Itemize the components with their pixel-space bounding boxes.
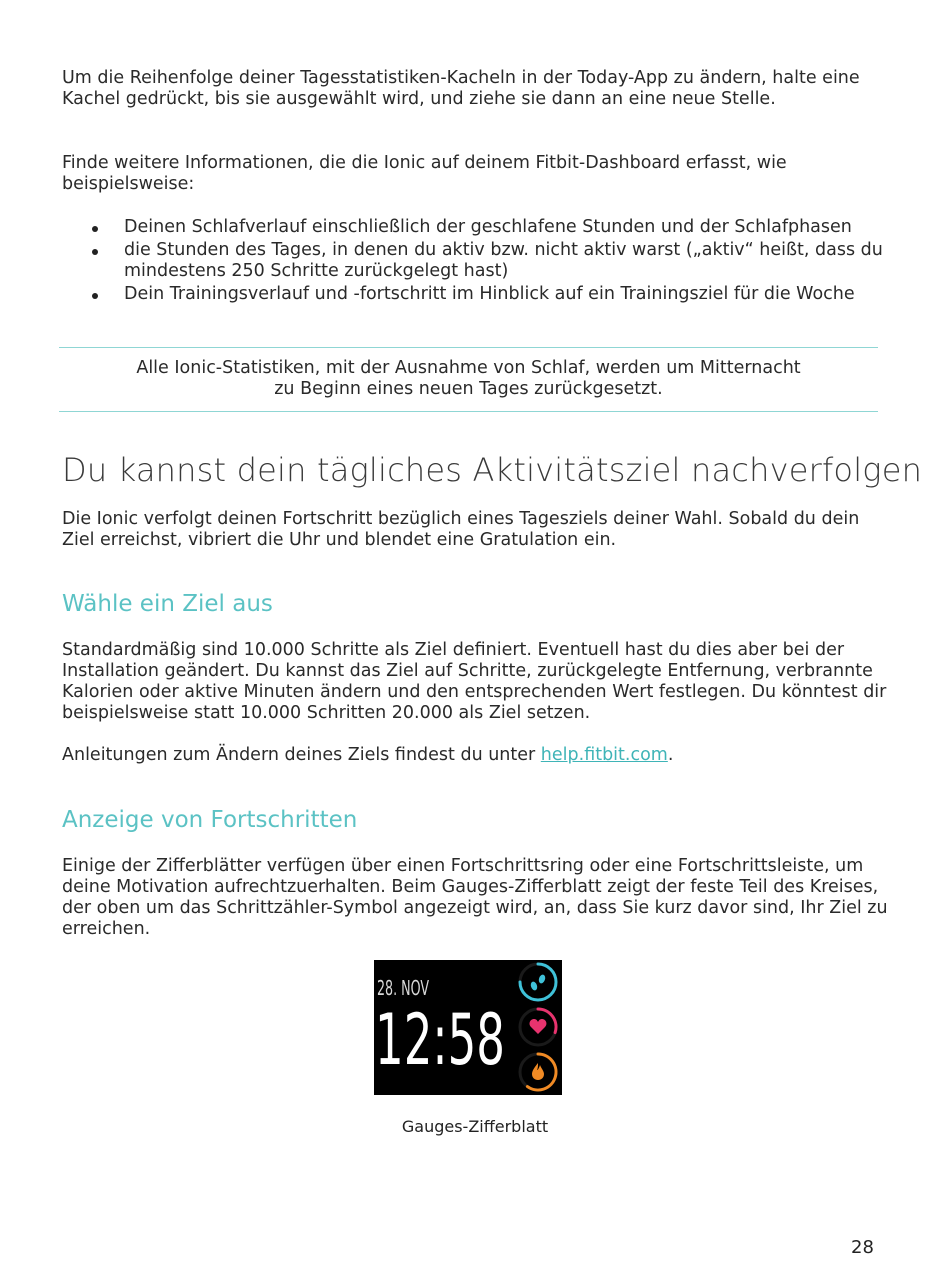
goal-paragraph: Standardmäßig sind 10.000 Schritte als Ziel definiert. Eventuell hast du dies aber bei der Installation geändert. Du kannst das Ziel auf Schritte, zurückgelegte Entfernung, verbrannte Kalorien oder aktive Minuten ändern und den entsprechenden Wert festlegen. Du könntest dir beispielsweise statt 10.000 Schritten 20.000 als Ziel setzen. — [62, 640, 887, 723]
list-item-text: die Stunden des Tages, in denen du aktiv bzw. nicht aktiv warst („aktiv“ heißt, dass du mindestens 250 Schritte zurückgelegt hast) — [124, 240, 883, 281]
reset-note-line-1: Alle Ionic-Statistiken, mit der Ausnahme von Schlaf, werden um Mitternacht — [136, 358, 801, 378]
goal-instructions-prefix: Anleitungen zum Ändern deines Ziels findest du unter — [62, 745, 541, 765]
bullet-icon — [92, 249, 98, 255]
bullet-icon — [92, 293, 98, 299]
gauges-watchface-image — [374, 960, 562, 1095]
goal-heading: Wähle ein Ziel aus — [62, 591, 273, 617]
section-paragraph: Die Ionic verfolgt deinen Fortschritt bezüglich eines Tagesziels deiner Wahl. Sobald du dein Ziel erreichst, vibriert die Uhr und blendet eine Gratulation ein. — [62, 509, 860, 550]
goal-instructions-suffix: . — [667, 745, 674, 765]
watchface-caption: Gauges-Zifferblatt — [401, 1117, 549, 1136]
progress-paragraph: Einige der Zifferblätter verfügen über einen Fortschrittsring oder eine Fortschrittsleiste, um deine Motivation aufrechtzuerhalten. Beim Gauges-Zifferblatt zeigt der feste Teil des Kreises, der oben um das Schrittzähler-Symbol angezeigt wird, an, dass Sie kurz davor sind, Ihr Ziel zu erreichen. — [62, 856, 888, 939]
note-top-divider — [59, 347, 878, 348]
progress-heading: Anzeige von Fortschritten — [62, 807, 358, 833]
list-item-text: Deinen Schlafverlauf einschließlich der geschlafene Stunden und der Schlafphasen — [124, 217, 852, 237]
list-item — [62, 217, 902, 238]
intro-paragraph-reorder: Um die Reihenfolge deiner Tagesstatistiken-Kacheln in der Today-App zu ändern, halte eine Kachel gedrückt, bis sie ausgewählt wird, und ziehe sie dann an eine neue Stelle. — [62, 68, 860, 109]
intro-paragraph-dashboard: Finde weitere Informationen, die die Ionic auf deinem Fitbit-Dashboard erfasst, wie beispielsweise: — [62, 153, 787, 194]
watch-date: 28. NOV — [377, 976, 430, 1000]
section-heading: Du kannst dein tägliches Aktivitätsziel nachverfolgen — [62, 451, 923, 489]
list-item-text: Dein Trainingsverlauf und -fortschritt im Hinblick auf ein Trainingsziel für die Woche — [124, 284, 855, 304]
dashboard-info-list — [62, 217, 902, 307]
watch-time: 12:58 — [375, 999, 505, 1081]
help-link[interactable]: help.fitbit.com — [540, 745, 668, 765]
reset-note-line-2: zu Beginn eines neuen Tages zurückgesetzt. — [274, 379, 663, 399]
reset-note — [62, 358, 875, 400]
goal-instructions — [62, 745, 892, 766]
note-bottom-divider — [59, 411, 878, 412]
page-number: 28 — [851, 1237, 874, 1258]
list-item — [62, 284, 902, 305]
list-item — [62, 240, 902, 282]
watchface-svg — [374, 960, 562, 1095]
bullet-icon — [92, 226, 98, 232]
